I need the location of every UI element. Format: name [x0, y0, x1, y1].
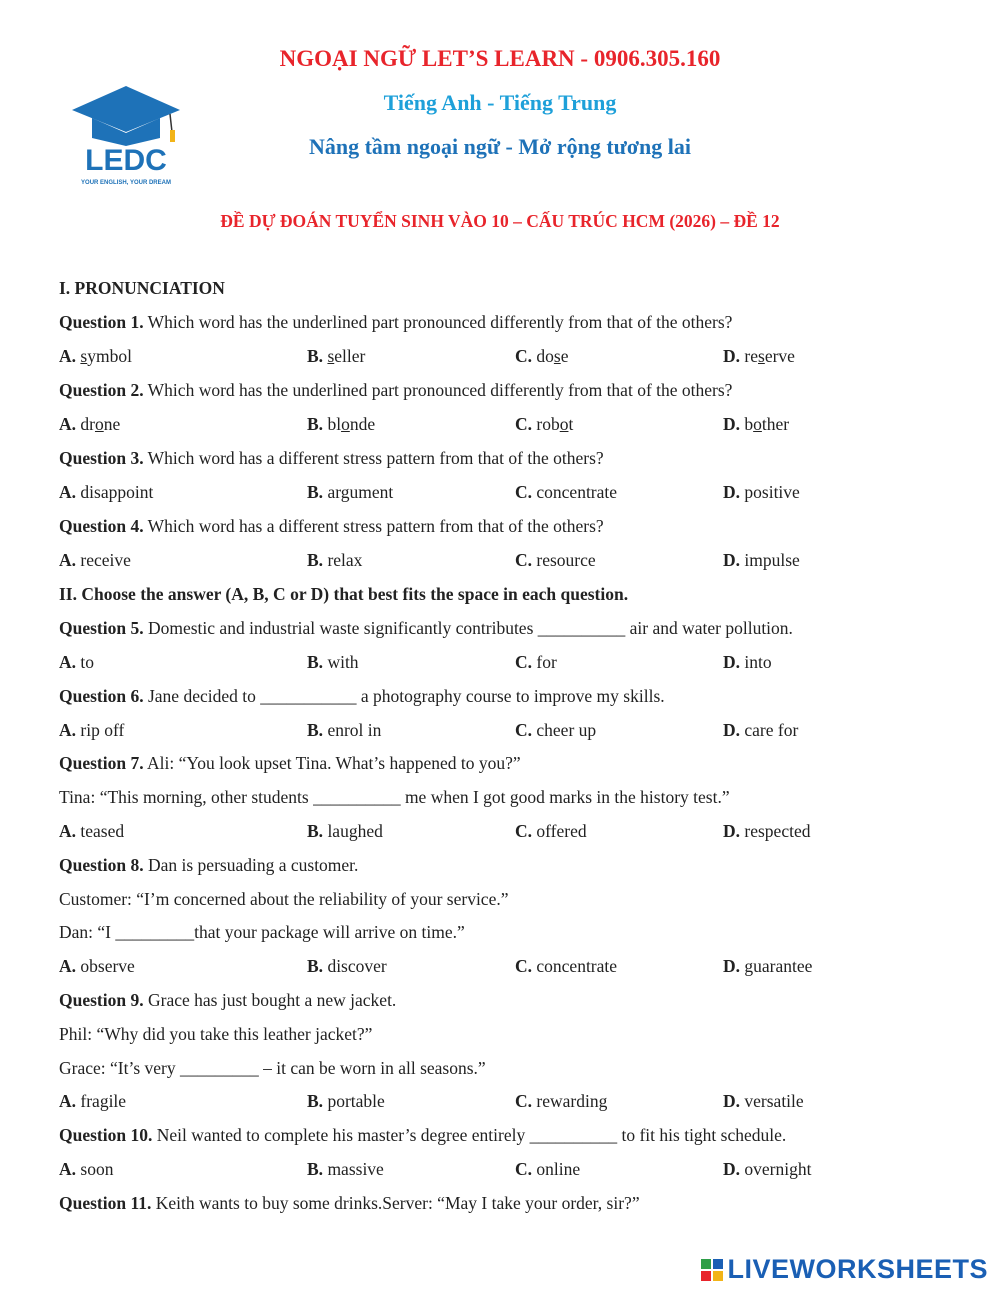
question-9-dialogue-1: Phil: “Why did you take this leather jacket?” — [59, 1024, 373, 1044]
option-c[interactable]: C. concentrate — [515, 482, 618, 502]
question-9 — [59, 990, 396, 1010]
question-number: Question 7. — [59, 753, 144, 773]
option-b[interactable]: B. argument — [307, 482, 394, 502]
options-q7 — [59, 821, 959, 841]
option-a[interactable]: A. teased — [59, 821, 125, 841]
question-number: Question 10. — [59, 1125, 153, 1145]
options-q9 — [59, 1091, 959, 1111]
options-q8 — [59, 956, 959, 976]
option-b[interactable]: B. relax — [307, 550, 363, 570]
option-b[interactable]: B. enrol in — [307, 720, 382, 740]
question-8-dialogue-1: Customer: “I’m concerned about the reliability of your service.” — [59, 889, 509, 909]
question-6 — [59, 686, 665, 706]
option-c[interactable]: C. for — [515, 652, 557, 672]
question-text: Which word has a different stress pattern from that of the others? — [143, 516, 604, 536]
options-q1 — [59, 346, 959, 366]
question-4 — [59, 516, 604, 536]
option-b[interactable]: B. laughed — [307, 821, 383, 841]
option-b[interactable]: B. seller — [307, 346, 366, 366]
option-d[interactable]: D. positive — [723, 482, 800, 502]
option-c[interactable]: C. online — [515, 1159, 581, 1179]
question-text: Ali: “You look upset Tina. What’s happened to you?” — [143, 753, 521, 773]
question-11 — [59, 1193, 640, 1213]
option-c[interactable]: C. robot — [515, 414, 574, 434]
option-b[interactable]: B. with — [307, 652, 359, 672]
question-text: Grace has just bought a new jacket. — [143, 990, 397, 1010]
option-a[interactable]: A. fragile — [59, 1091, 127, 1111]
option-c[interactable]: C. cheer up — [515, 720, 597, 740]
liveworksheets-icon — [701, 1259, 723, 1281]
option-d[interactable]: D. impulse — [723, 550, 800, 570]
logo-tagline: YOUR ENGLISH, YOUR DREAM — [81, 180, 171, 186]
logo-text: LEDC — [85, 144, 167, 177]
section-heading-multiple-choice: II. Choose the answer (A, B, C or D) that best fits the space in each question. — [59, 584, 629, 604]
option-a[interactable]: A. rip off — [59, 720, 125, 740]
options-q3 — [59, 482, 959, 502]
question-text: Dan is persuading a customer. — [143, 855, 359, 875]
question-text: Which word has a different stress pattern from that of the others? — [143, 448, 604, 468]
option-a[interactable]: A. soon — [59, 1159, 114, 1179]
option-b[interactable]: B. discover — [307, 956, 387, 976]
question-number: Question 11. — [59, 1193, 152, 1213]
question-9-dialogue-2: Grace: “It’s very _________ – it can be worn in all seasons.” — [59, 1058, 486, 1078]
option-a[interactable]: A. disappoint — [59, 482, 154, 502]
option-a[interactable]: A. observe — [59, 956, 135, 976]
option-a[interactable]: A. to — [59, 652, 95, 672]
option-d[interactable]: D. respected — [723, 821, 811, 841]
question-number: Question 1. — [59, 312, 144, 332]
doc-title: ĐỀ DỰ ĐOÁN TUYỂN SINH VÀO 10 – CẤU TRÚC HCM (2026) – ĐỀ 12 — [220, 211, 780, 231]
question-1 — [59, 312, 732, 332]
question-text: Neil wanted to complete his master’s degree entirely __________ to fit his tight schedule. — [152, 1125, 787, 1145]
options-q5 — [59, 652, 959, 672]
options-q10 — [59, 1159, 959, 1179]
option-a[interactable]: A. symbol — [59, 346, 132, 366]
option-c[interactable]: C. dose — [515, 346, 569, 366]
question-text: Jane decided to ___________ a photography course to improve my skills. — [143, 686, 665, 706]
option-c[interactable]: C. offered — [515, 821, 587, 841]
option-d[interactable]: D. bother — [723, 414, 790, 434]
option-c[interactable]: C. rewarding — [515, 1091, 608, 1111]
question-text: Which word has the underlined part pronounced differently from that of the others? — [143, 380, 733, 400]
option-c[interactable]: C. concentrate — [515, 956, 618, 976]
question-number: Question 5. — [59, 618, 144, 638]
header-contact: NGOẠI NGỮ LET’S LEARN - 0906.305.160 — [279, 46, 721, 71]
liveworksheets-text: LIVEWORKSHEETS — [727, 1254, 988, 1284]
question-8-dialogue-2: Dan: “I _________that your package will arrive on time.” — [59, 922, 465, 942]
header-subjects: Tiếng Anh - Tiếng Trung — [383, 90, 617, 115]
question-number: Question 8. — [59, 855, 144, 875]
option-d[interactable]: D. care for — [723, 720, 799, 740]
question-text: Which word has the underlined part pronounced differently from that of the others? — [143, 312, 733, 332]
option-d[interactable]: D. versatile — [723, 1091, 804, 1111]
question-number: Question 6. — [59, 686, 144, 706]
question-8 — [59, 855, 358, 875]
question-3 — [59, 448, 604, 468]
option-b[interactable]: B. massive — [307, 1159, 384, 1179]
question-number: Question 2. — [59, 380, 144, 400]
header-slogan: Nâng tầm ngoại ngữ - Mở rộng tương lai — [308, 134, 691, 159]
option-c[interactable]: C. resource — [515, 550, 596, 570]
question-10 — [59, 1125, 786, 1145]
question-number: Question 9. — [59, 990, 144, 1010]
question-number: Question 4. — [59, 516, 144, 536]
option-d[interactable]: D. reserve — [723, 346, 795, 366]
option-a[interactable]: A. receive — [59, 550, 131, 570]
options-q2 — [59, 414, 959, 434]
section-heading-pronunciation: I. PRONUNCIATION — [59, 278, 225, 298]
question-text: Domestic and industrial waste significantly contributes __________ air and water pollution. — [143, 618, 793, 638]
option-b[interactable]: B. blonde — [307, 414, 376, 434]
question-7 — [59, 753, 521, 773]
question-text: Keith wants to buy some drinks.Server: “May I take your order, sir?” — [151, 1193, 640, 1213]
options-q4 — [59, 550, 959, 570]
question-7-dialogue: Tina: “This morning, other students __________ me when I got good marks in the history test.” — [59, 787, 730, 807]
question-5 — [59, 618, 793, 638]
option-a[interactable]: A. drone — [59, 414, 121, 434]
option-d[interactable]: D. into — [723, 652, 772, 672]
liveworksheets-watermark — [701, 1254, 988, 1285]
options-q6 — [59, 720, 959, 740]
option-b[interactable]: B. portable — [307, 1091, 385, 1111]
option-d[interactable]: D. guarantee — [723, 956, 813, 976]
option-d[interactable]: D. overnight — [723, 1159, 812, 1179]
question-number: Question 3. — [59, 448, 144, 468]
question-2 — [59, 380, 732, 400]
